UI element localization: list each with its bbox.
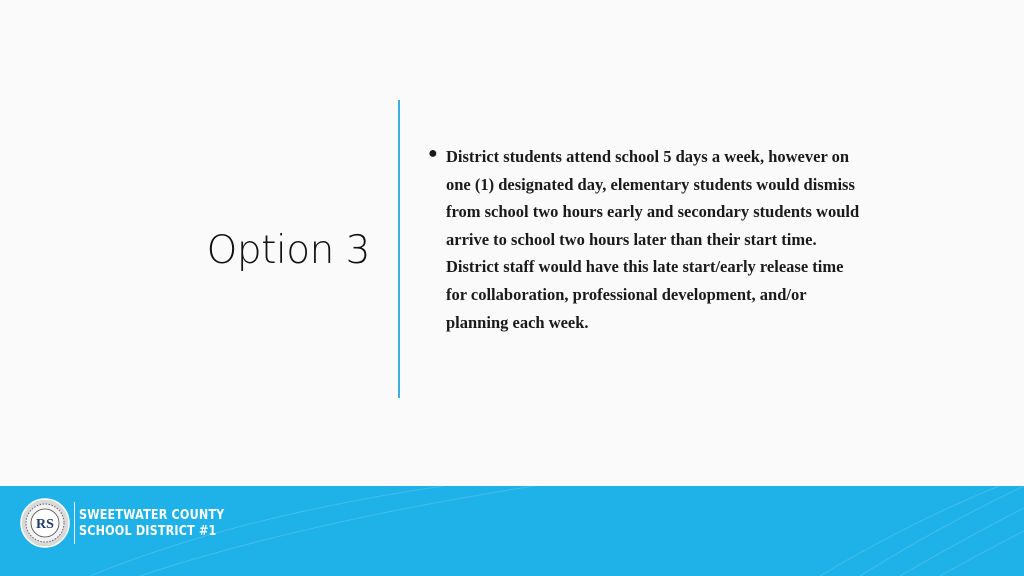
footer-bar — [0, 486, 1024, 576]
bullet-item — [428, 143, 868, 336]
district-name-line2: SCHOOL DISTRICT #1 — [79, 524, 217, 539]
bullet-list — [428, 143, 868, 336]
seal-monogram: RS — [36, 517, 54, 532]
slide-title: Option 3 — [206, 228, 370, 273]
bullet-dot-icon: ● — [428, 145, 438, 162]
bullet-text: District students attend school 5 days a week, however on one (1) designated day, elementary students would dismiss from school two hours early and secondary students would arrive to school two hours later than their start time. District staff would have this late start/early release time for collaboration, professional development, and/or planning each week. — [446, 147, 860, 332]
district-name-line1: SWEETWATER COUNTY — [79, 508, 225, 523]
district-seal-icon — [20, 498, 70, 548]
footer-divider — [74, 502, 75, 544]
district-name — [79, 508, 224, 540]
vertical-divider — [398, 100, 400, 398]
